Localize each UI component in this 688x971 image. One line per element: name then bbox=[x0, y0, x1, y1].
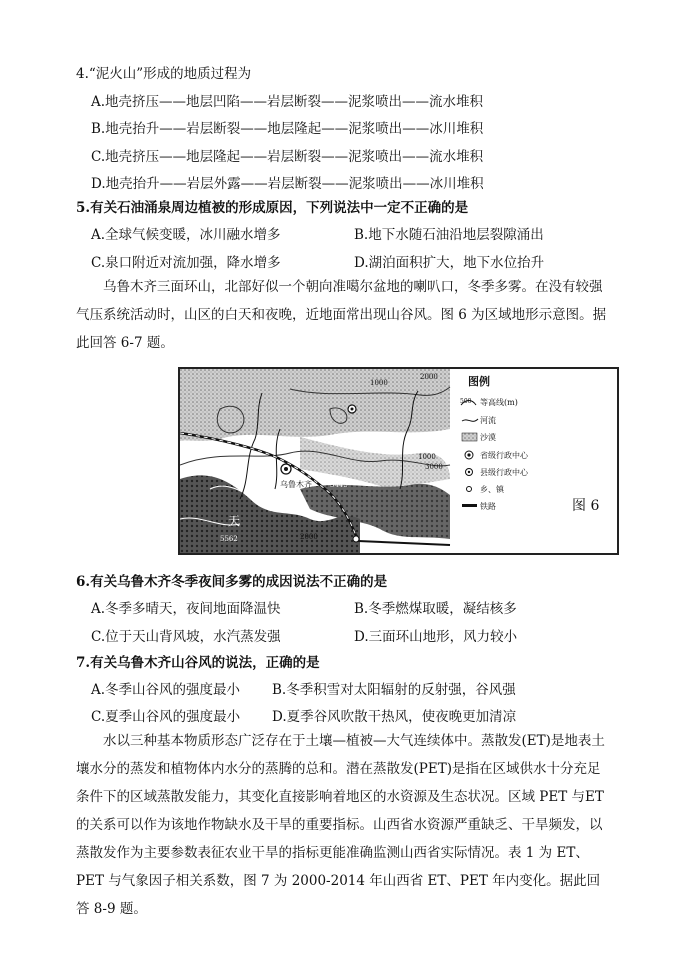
legend-provincial-label: 省级行政中心 bbox=[480, 451, 528, 460]
city-label: 乌鲁木齐 bbox=[280, 480, 312, 489]
provincial-capital-dot bbox=[284, 467, 288, 471]
elevation-label-1: 5445 bbox=[330, 481, 348, 489]
legend-river-label: 河流 bbox=[480, 416, 496, 425]
legend-panel bbox=[455, 369, 617, 553]
terrain-map bbox=[178, 367, 619, 555]
q7-option-c: C.夏季山谷风的强度最小 bbox=[91, 709, 241, 725]
passage-urumqi: 乌鲁木齐三面环山，北部好似一个朝向准噶尔盆地的喇叭口，冬季多雾。在没有较强气压系统活动时，山区的白天和夜晚，近地面常出现山谷风。图 6 为区域地形示意图。据此回答 6-7 题。 bbox=[76, 279, 607, 351]
q6-stem: 6.有关乌鲁木齐冬季夜间多雾的成因说法不正确的是 bbox=[76, 574, 388, 590]
contour-label-2000: 2000 bbox=[420, 373, 438, 381]
desert-area bbox=[180, 369, 450, 441]
contour-label-2000b: 2000 bbox=[300, 533, 318, 541]
q5-option-c: C.泉口附近对流加强，降水增多 bbox=[91, 255, 281, 271]
legend-town-icon bbox=[467, 487, 472, 492]
contour-label-3000: 3000 bbox=[425, 463, 443, 471]
legend-county-dot bbox=[468, 471, 470, 473]
elevation-label-2: 5562 bbox=[220, 535, 238, 543]
terrain-map-graphic bbox=[180, 369, 617, 553]
q4-option-a: A.地壳挤压——地层凹陷——岩层断裂——泥浆喷出——流水堆积 bbox=[91, 94, 484, 110]
q5-stem: 5.有关石油涌泉周边植被的形成原因，下列说法中一定不正确的是 bbox=[76, 200, 469, 216]
q7-option-b: B.冬季积雪对太阳辐射的反射强，谷风强 bbox=[272, 682, 516, 698]
legend-title: 图例 bbox=[468, 375, 490, 388]
q7-option-d: D.夏季谷风吹散干热风，使夜晚更加清凉 bbox=[272, 709, 517, 725]
legend-desert-label: 沙漠 bbox=[480, 433, 496, 442]
railway bbox=[358, 541, 450, 545]
figure-caption: 图 6 bbox=[572, 498, 600, 514]
contour-label-1000: 1000 bbox=[370, 379, 388, 387]
q6-option-d: D.三面环山地形，风力较小 bbox=[354, 629, 518, 645]
q4-option-c: C.地壳挤压——地层隆起——岩层断裂——泥浆喷出——流水堆积 bbox=[91, 149, 484, 165]
q5-option-b: B.地下水随石油沿地层裂隙涌出 bbox=[354, 227, 544, 243]
q7-stem: 7.有关乌鲁木齐山谷风的说法，正确的是 bbox=[76, 655, 320, 671]
q5-option-d: D.湖泊面积扩大，地下水位抬升 bbox=[354, 255, 545, 271]
q5-option-a: A.全球气候变暖，冰川融水增多 bbox=[91, 227, 281, 243]
q6-option-c: C.位于天山背风坡，水汽蒸发强 bbox=[91, 629, 281, 645]
contour-label-1000b: 1000 bbox=[418, 453, 436, 461]
legend-town-label: 乡、镇 bbox=[480, 485, 504, 494]
legend-railway-icon bbox=[462, 504, 477, 507]
q4-option-b: B.地壳抬升——岩层断裂——地层隆起——泥浆喷出——冰川堆积 bbox=[91, 121, 484, 137]
q6-option-b: B.冬季燃煤取暖，凝结核多 bbox=[354, 601, 517, 617]
town-marker bbox=[353, 536, 359, 542]
q4-stem: 4.“泥火山”形成的地质过程为 bbox=[76, 66, 252, 82]
q6-option-a: A.冬季多晴天，夜间地面降温快 bbox=[91, 601, 281, 617]
passage-evapotranspiration: 水以三种基本物质形态广泛存在于土壤—植被—大气连续体中。蒸散发(ET)是地表土壤水分的蒸发和植物体内水分的蒸腾的总和。潜在蒸散发(PET)是指在区域供水十分充足条件下的区域蒸散发能力，其变化直接影响着地区的水资源及生态状况。区域 PET 与ET 的关系可以作为该地作物缺水及干旱的重要指标。山西省水资源严重缺乏、干旱频发，以蒸散发作为主要参数表征农业干旱的指标更能准确监测山西省实际情况。表 1 为 ET、PET 与气象因子相关系数，图 7 为 2000-2014 年山西省 ET、PET 年内变化。据此回答 8-9 题。 bbox=[76, 733, 605, 917]
county-center-dot bbox=[351, 408, 354, 411]
legend-desert-icon bbox=[462, 433, 477, 441]
legend-contour-label: 等高线(m) bbox=[480, 398, 518, 407]
legend-county-label: 县级行政中心 bbox=[480, 468, 528, 477]
legend-railway-label: 铁路 bbox=[480, 502, 496, 511]
q4-option-d: D.地壳抬升——岩层外露——岩层断裂——泥浆喷出——冰川堆积 bbox=[91, 176, 484, 192]
legend-provincial-dot bbox=[467, 453, 470, 456]
q7-option-a: A.冬季山谷风的强度最小 bbox=[91, 682, 241, 698]
mountain-label: 天 bbox=[228, 514, 241, 528]
legend-contour-value: 500 bbox=[460, 398, 472, 405]
